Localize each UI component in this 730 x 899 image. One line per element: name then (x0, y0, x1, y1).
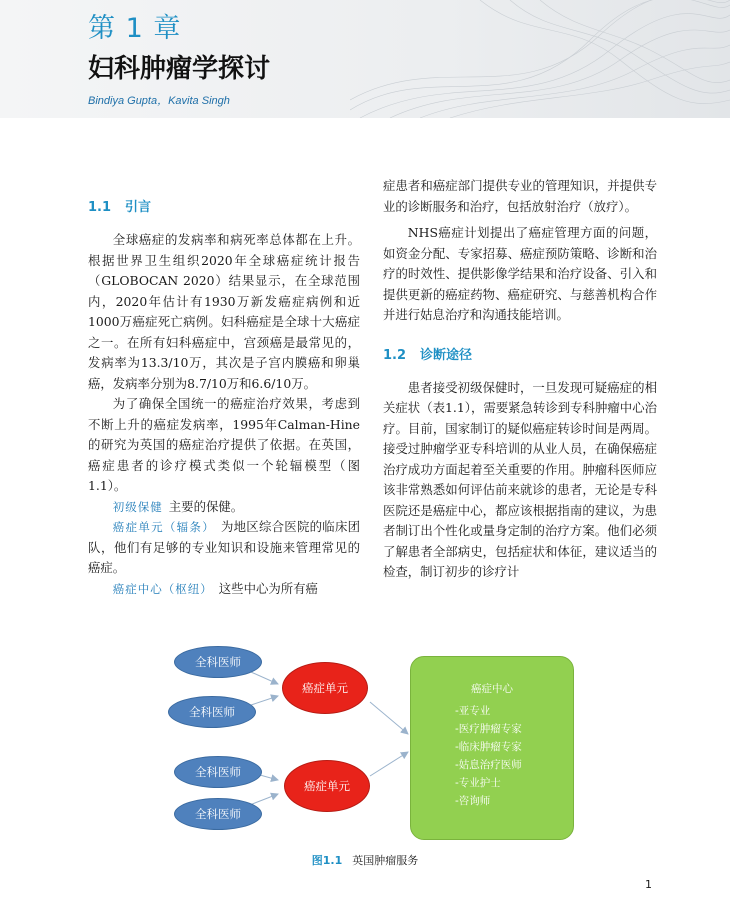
term-text: 这些中心为所有癌 (218, 580, 318, 596)
wave-decoration (350, 0, 730, 118)
chapter-header (0, 0, 730, 118)
left-column (88, 198, 360, 599)
figure-caption (0, 852, 730, 868)
paragraph-nhs-plan: NHS癌症计划提出了癌症管理方面的问题，如资金分配、专家招募、癌症预防策略、诊断和治疗的时效性、提供影像学结果和治疗设备、引入和提供更新的癌症药物、癌症研究、与慈善机构合作并进行姑息治疗和沟通技能培训。 (383, 225, 657, 322)
caption-text: 英国肿瘤服务 (352, 854, 419, 867)
term-label: 初级保健 (112, 499, 163, 514)
cancer-unit-node: 癌症单元 (282, 662, 368, 714)
authors: Bindiya Gupta，Kavita Singh (88, 95, 230, 107)
cancer-center-node (410, 656, 574, 840)
right-column (383, 176, 657, 583)
center-item: -医疗肿瘤专家 (455, 723, 522, 735)
center-item: -亚专业 (455, 705, 491, 717)
section-heading-1-1 (88, 198, 360, 218)
section-title: 诊断途径 (420, 347, 473, 363)
center-item: -咨询师 (455, 795, 491, 807)
center-item: -姑息治疗医师 (455, 759, 522, 771)
term-label: 癌症单元（辐条） (112, 520, 215, 534)
cancer-unit-node: 癌症单元 (284, 760, 370, 812)
term-cancer-center (88, 579, 360, 600)
center-list (411, 702, 573, 810)
chapter-number: 第 1 章 (88, 13, 182, 44)
center-item: -临床肿瘤专家 (455, 741, 522, 753)
term-primary-care (88, 497, 360, 518)
section-heading-1-2 (383, 346, 657, 366)
center-item: -专业护士 (455, 777, 501, 789)
gp-node: 全科医师 (174, 756, 262, 788)
gp-node: 全科医师 (174, 798, 262, 830)
figure-uk-cancer-services (150, 640, 590, 850)
section-title: 引言 (125, 200, 152, 215)
term-text: 主要的保健。 (168, 498, 244, 514)
term-cancer-unit (88, 517, 360, 579)
paragraph-diagnosis: 患者接受初级保健时，一旦发现可疑癌症的相关症状（表1.1），需要紧急转诊到专科肿瘤中心治疗。目前，国家制订的疑似癌症转诊时间是两周。接受过肿瘤学亚专科培训的从业人员，在确保癌症治疗成功方面起着至关重要的作用。肿瘤科医师应该非常熟悉如何评估前来就诊的患者，无论是专科医院还是癌症中心，都应该根据指南的建议，为患者制订出个性化或量身定制的治疗方案。他们必须了解患者全部病史，包括症状和体征，建议适当的检查，制订初步的诊疗计 (383, 379, 657, 579)
gp-node: 全科医师 (174, 646, 262, 678)
term-text: 为地区综合医院的临床团队，他们有足够的专业知识和设施来管理常见的癌症。 (88, 519, 361, 575)
caption-label: 图1.1 (311, 854, 343, 867)
center-title: 癌症中心 (471, 683, 513, 695)
section-number: 1.2 (383, 347, 407, 363)
section-number: 1.1 (88, 200, 112, 215)
chapter-title: 妇科肿瘤学探讨 (88, 54, 271, 84)
paragraph-continued: 症患者和癌症部门提供专业的管理知识，并提供专业的诊断服务和治疗，包括放射治疗（放疗）。 (383, 178, 657, 214)
paragraph-intro: 全球癌症的发病率和病死率总体都在上升。根据世界卫生组织2020年全球癌症统计报告（GLOBOCAN 2020）结果显示，在全球范围内，2020年估计有1930万新发癌症病例和近1000万癌症死亡病例。妇科癌症是全球十大癌症之一。在所有妇科癌症中，宫颈癌是最常见的，发病率为13.3/10万，其次是子宫内膜癌和卵巢癌，发病率分别为8.7/10万和6.6/10万。 (88, 232, 360, 391)
paragraph-calman-hine: 为了确保全国统一的癌症治疗效果，考虑到不断上升的癌症发病率，1995年Calman-Hine的研究为英国的癌症治疗提供了依据。在英国，癌症患者的诊疗模式类似一个轮辐模型（图1.1）。 (88, 396, 360, 493)
term-label: 癌症中心（枢纽） (112, 581, 213, 596)
gp-node: 全科医师 (168, 696, 256, 728)
page-number: 1 (645, 878, 652, 891)
